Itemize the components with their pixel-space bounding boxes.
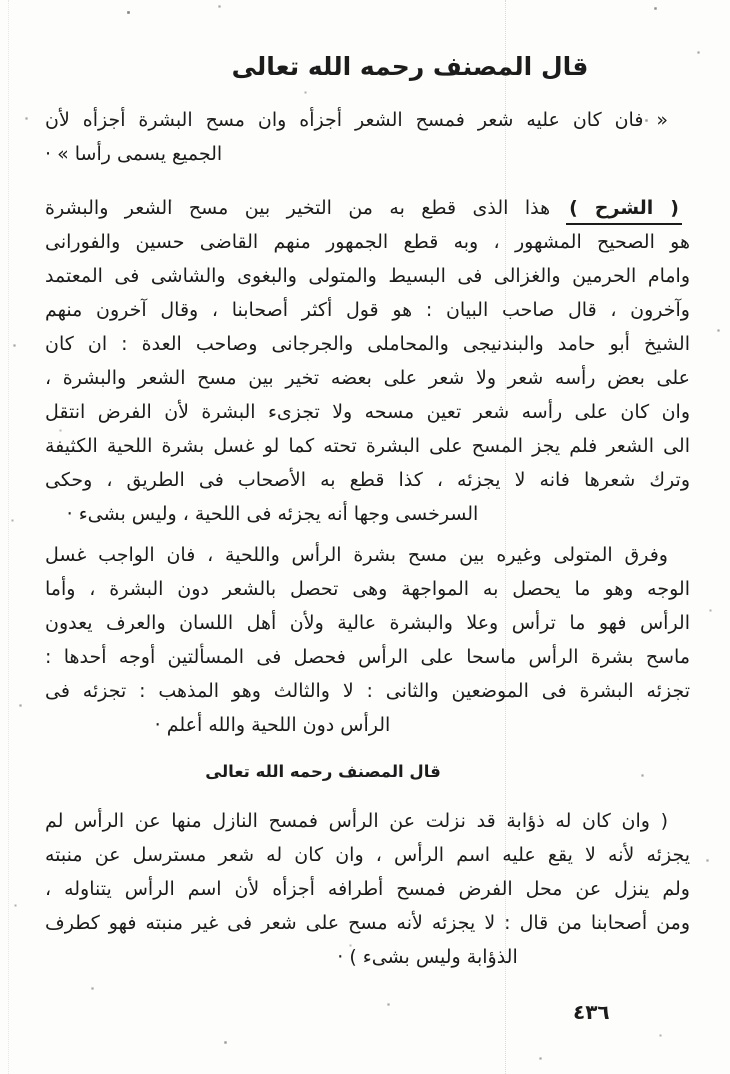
scan-edge-line [8,0,9,1074]
sharh-paragraph [45,191,690,531]
text-line: يجزئه لأنه لا يقع عليه اسم الرأس ، وان كان له شعر مسترسل عن منبته [45,844,690,866]
matn-paragraph-2 [45,804,690,974]
text-line: وفرق المتولى وغيره بين مسح بشرة الرأس واللحية ، فان الواجب غسل [45,544,668,566]
text-line: ولم ينزل عن محل الفرض فمسح أطرافه أجزأه لأن اسم الرأس يتناوله ، [45,878,690,900]
section-heading-1: قال المصنف رحمه الله تعالى [231,52,589,81]
text-line: ومن أصحابنا من قال : لا يجزئه لأنه مسح على شعر فى غير منبته فهو كطرف [45,912,690,934]
text-line: الجميع يسمى رأسا » · [45,143,223,165]
scan-speckles [0,0,1,1]
text-line: ماسح بشرة الرأس ماسحا على الرأس فحصل فى المسألتين أوجه أحدها : [45,646,690,668]
text-line: الى الشعر فلم يجز المسح على البشرة تحته كما لو غسل بشرة اللحية الكثيفة [45,435,690,457]
text-line: وان كان على رأسه شعر تعين مسحه ولا تجزىء البشرة لأن الفرض انتقل [45,401,690,423]
sharh-lines [45,225,690,531]
text-line: الرأس دون اللحية والله أعلم · [154,714,391,736]
text-line: السرخسى وجها أنه يجزئه فى اللحية ، وليس بشىء · [66,503,479,525]
sharh-first-line [45,191,690,225]
text-line: هو الصحيح المشهور ، وبه قطع الجمهور منهم القاضى حسين والفورانى [45,231,690,253]
text-line: وامام الحرمين والغزالى فى البسيط والمتولى والبغوى والشاشى فى المعتمد [45,265,690,287]
text-line: « فان كان عليه شعر فمسح الشعر أجزأه وان مسح البشرة أجزأه لأن [45,109,668,131]
text-line: الوجه وهو ما يحصل به المواجهة وهى تحصل بالشعر دون البشرة ، وأما [45,578,690,600]
section-heading-2: قال المصنف رحمه الله تعالى [205,762,441,781]
text-line: على بعض رأسه شعر ولا شعر على بعضه تخير بين مسح الشعر والبشرة ، [45,367,690,389]
text-line: تجزئه البشرة فى الموضعين والثانى : لا والثالث وهو المذهب : تجزئه فى [45,680,690,702]
sharh-label: ( الشرح ) [566,197,682,225]
text-line: وترك شعرها فانه لا يجزئه ، كذا قطع به الأصحاب فى الطريق ، وحكى [45,469,690,491]
text-line: ( وان كان له ذؤابة قد نزلت عن الرأس فمسح النازل منها عن الرأس لم [45,810,668,832]
sharh-first-line-text: هذا الذى قطع به من التخير بين مسح الشعر والبشرة [45,197,551,219]
page-number: ٤٣٦ [573,1000,610,1024]
tafriq-paragraph [45,538,690,742]
text-line: وآخرون ، قال صاحب البيان : هو قول أكثر أصحابنا ، وقال آخرون منهم [45,299,690,321]
text-line: الذؤابة وليس بشىء ) · [337,946,518,968]
text-line: الشيخ أبو حامد والبندنيجى والمحاملى والجرجانى وصاحب العدة : ان كان [45,333,690,355]
text-line: الرأس فهو ما ترأس وعلا والبشرة عالية ولأن أهل اللسان والعرف يعدون [45,612,690,634]
matn-paragraph-1 [45,103,690,171]
